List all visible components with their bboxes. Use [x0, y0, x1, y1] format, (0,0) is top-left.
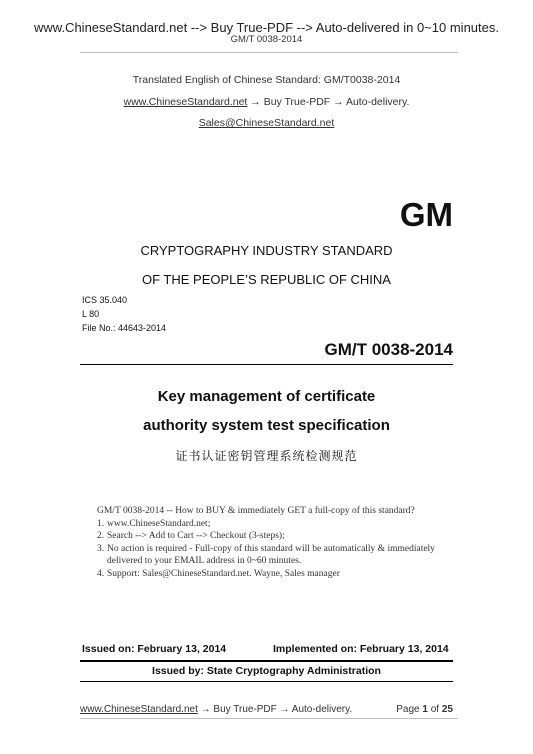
- issue-divider-bottom: [80, 681, 453, 682]
- header-standard-code: GM/T 0038-2014: [230, 34, 303, 45]
- title-line1: Key management of certificate: [157, 388, 376, 405]
- translation-buy-line: [0, 96, 533, 108]
- standard-category-line2: OF THE PEOPLE’S REPUBLIC OF CHINA: [142, 272, 391, 287]
- site-link[interactable]: www.ChineseStandard.net: [123, 96, 248, 108]
- page-of: of: [427, 704, 442, 715]
- standard-category-line1: CRYPTOGRAPHY INDUSTRY STANDARD: [140, 243, 393, 258]
- file-number: File No.: 44643-2014: [82, 323, 167, 333]
- ics-code: ICS 35.040: [82, 295, 128, 305]
- buy-step: [97, 568, 457, 581]
- buy-instructions: [97, 505, 457, 580]
- step-number: 1.: [97, 518, 105, 529]
- issued-by: Issued by: State Cryptography Administration: [152, 665, 381, 677]
- step-number: 4.: [97, 568, 105, 579]
- step-text: www.ChineseStandard.net;: [107, 518, 211, 529]
- page-prefix: Page: [396, 704, 423, 715]
- step-text: No action is required - Full-copy of this standard will be automatically & immediately delivered to your EMAIL address in 0~60 minutes.: [107, 543, 435, 566]
- page-indicator: [360, 704, 453, 715]
- buy-step: [97, 518, 457, 531]
- buy-flow-text: → Buy True-PDF → Auto-delivery.: [247, 96, 410, 108]
- gm-logo: GM: [399, 196, 453, 233]
- issue-divider-top: [80, 660, 453, 662]
- translation-note: Translated English of Chinese Standard: GM/T0038-2014: [132, 74, 401, 86]
- implemented-on-date: Implemented on: February 13, 2014: [273, 643, 449, 655]
- buy-step: [97, 530, 457, 543]
- email-line: [0, 117, 533, 129]
- buy-heading: GM/T 0038-2014 -- How to BUY & immediately GET a full-copy of this standard?: [97, 506, 415, 516]
- l-code: L 80: [82, 309, 100, 319]
- header-divider: [80, 52, 458, 53]
- footer-site-link[interactable]: www.ChineseStandard.net: [80, 704, 198, 715]
- page-total: 25: [441, 704, 453, 715]
- footer-buy-text: → Buy True-PDF → Auto-delivery.: [197, 704, 353, 715]
- page-current: 1: [422, 704, 428, 715]
- sales-email-link[interactable]: Sales@ChineseStandard.net: [198, 117, 335, 129]
- footer-link-line: [80, 704, 352, 715]
- title-line2: authority system test specification: [143, 417, 390, 434]
- step-text: Search --> Add to Cart --> Checkout (3-steps);: [107, 531, 285, 541]
- standard-number: GM/T 0038-2014: [324, 340, 453, 359]
- top-banner: www.ChineseStandard.net --> Buy True-PDF --> Auto-delivered in 0~10 minutes.: [34, 20, 499, 35]
- issued-on-date: Issued on: February 13, 2014: [82, 643, 227, 655]
- title-divider: [80, 364, 453, 365]
- step-number: 2.: [97, 531, 105, 541]
- footer-divider: [80, 718, 458, 719]
- step-text: Support: Sales@ChineseStandard.net. Wayne, Sales manager: [107, 568, 340, 579]
- buy-step: [97, 543, 457, 568]
- chinese-title: 证书认证密钥管理系统检测规范: [175, 449, 358, 463]
- step-number: 3.: [97, 543, 105, 554]
